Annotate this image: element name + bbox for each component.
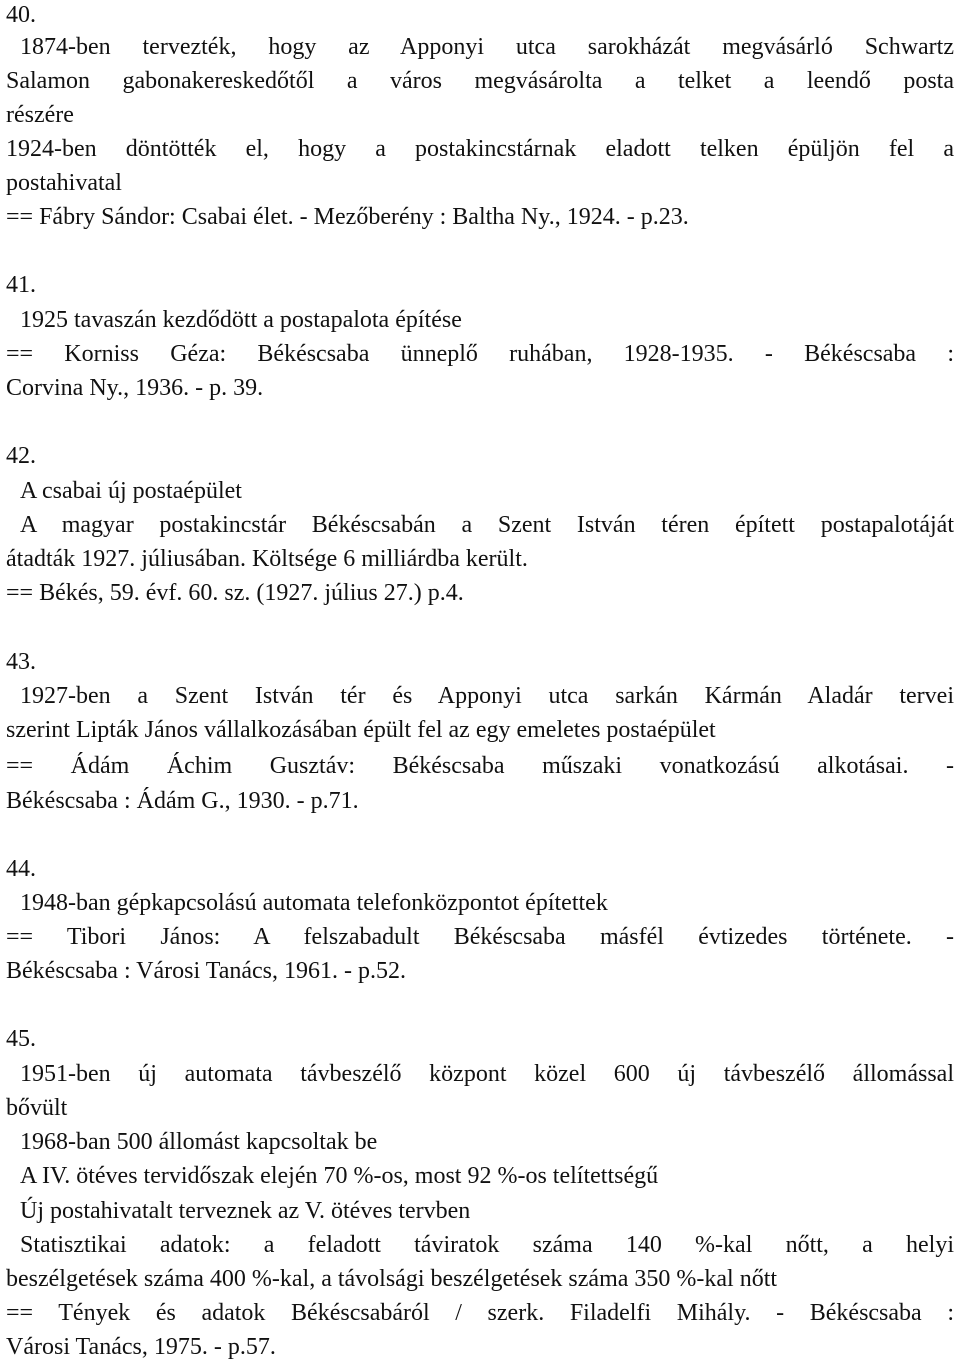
entry-text-line: 1927-ben a Szent István tér és Apponyi utca sarkán Kármán Aladár tervei (20, 683, 954, 709)
entry-text-line: bővült (6, 1095, 68, 1121)
entry-citation: == Békés, 59. évf. 60. sz. (1927. július 27.) p.4. (6, 580, 464, 606)
entry-text-line: Statisztikai adatok: a feladott táviratok száma 140 %-kal nőtt, a helyi (20, 1232, 954, 1258)
entry-text-line: szerint Lipták János vállalkozásában épült fel az egy emeletes postaépület (6, 717, 716, 743)
entry-number: 42. (6, 443, 36, 469)
entry-citation: == Tények és adatok Békéscsabáról / szerk. Filadelfi Mihály. - Békéscsaba : (6, 1300, 954, 1326)
entry-text-line: A magyar postakincstár Békéscsabán a Szent István téren épített postapalotáját (20, 512, 954, 538)
entry-number: 44. (6, 856, 36, 882)
entry-text-line: 1924-ben döntötték el, hogy a postakincstárnak eladott telken épüljön fel a (6, 136, 954, 162)
entry-text-line: A csabai új postaépület (20, 478, 242, 504)
entry-citation: == Tibori János: A felszabadult Békéscsaba másfél évtizedes története. - (6, 924, 954, 950)
entry-text-line: Salamon gabonakereskedőtől a város megvásárolta a telket a leendő posta (6, 68, 954, 94)
entry-number: 40. (6, 2, 36, 28)
entry-citation: Békéscsaba : Ádám G., 1930. - p.71. (6, 788, 359, 814)
entry-text-line: átadták 1927. júliusában. Költsége 6 milliárdba került. (6, 546, 528, 572)
entry-citation: == Fábry Sándor: Csabai élet. - Mezőberény : Baltha Ny., 1924. - p.23. (6, 204, 689, 230)
entry-number: 41. (6, 272, 36, 298)
entry-text-line: Új postahivatalt terveznek az V. ötéves tervben (20, 1198, 471, 1224)
entry-citation: Corvina Ny., 1936. - p. 39. (6, 375, 264, 401)
entry-text-line: 1968-ban 500 állomást kapcsoltak be (20, 1129, 378, 1155)
entry-text-line: 1874-ben tervezték, hogy az Apponyi utca sarokházát megvásárló Schwartz (20, 34, 954, 60)
entry-text-line: A IV. ötéves tervidőszak elején 70 %-os, most 92 %-os telítettségű (20, 1163, 659, 1189)
entry-text-line: beszélgetések száma 400 %-kal, a távolsági beszélgetések száma 350 %-kal nőtt (6, 1266, 778, 1292)
entry-text-line: 1925 tavaszán kezdődött a postapalota építése (20, 307, 462, 333)
entry-text-line: postahivatal (6, 170, 122, 196)
entry-text-line: 1951-ben új automata távbeszélő központ közel 600 új távbeszélő állomással (20, 1061, 954, 1087)
entry-citation: Városi Tanács, 1975. - p.57. (6, 1334, 276, 1360)
entry-number: 45. (6, 1026, 36, 1052)
entry-number: 43. (6, 649, 36, 675)
entry-citation: == Korniss Géza: Békéscsaba ünneplő ruhában, 1928-1935. - Békéscsaba : (6, 341, 954, 367)
entry-citation: == Ádám Áchim Gusztáv: Békéscsaba műszaki vonatkozású alkotásai. - (6, 753, 954, 779)
entry-text-line: részére (6, 102, 74, 128)
entry-text-line: 1948-ban gépkapcsolású automata telefonközpontot építettek (20, 890, 608, 916)
entry-citation: Békéscsaba : Városi Tanács, 1961. - p.52. (6, 958, 407, 984)
